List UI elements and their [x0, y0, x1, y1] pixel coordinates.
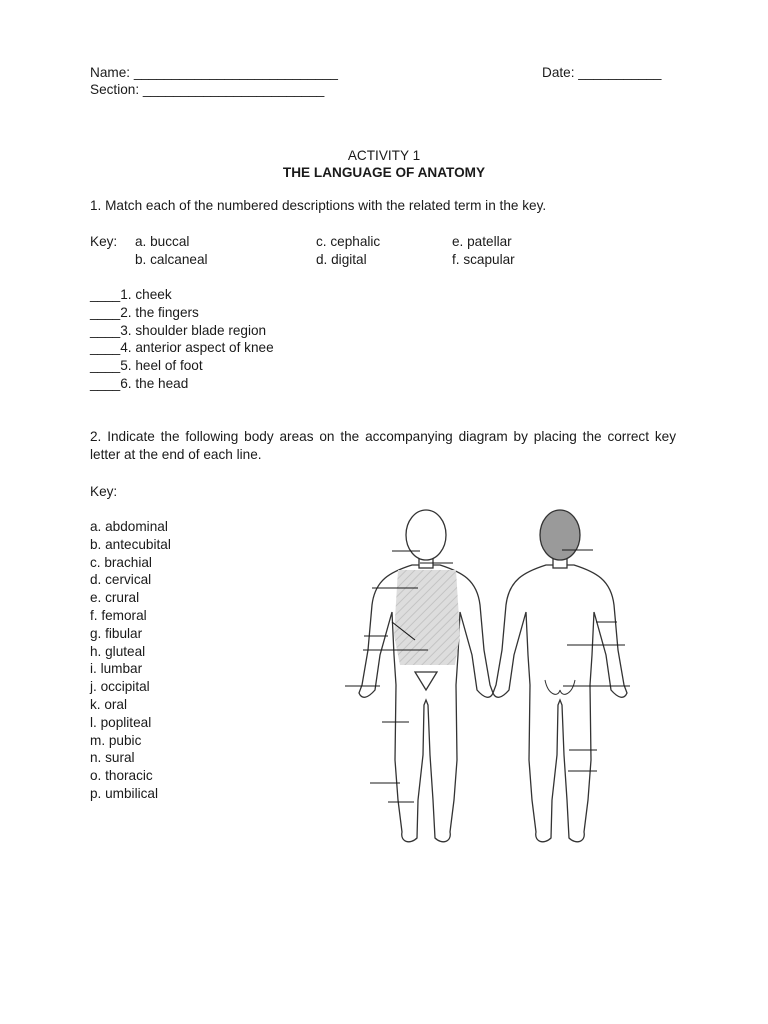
list-item[interactable]: ____3. shoulder blade region	[90, 322, 267, 338]
anterior-figure	[359, 510, 493, 842]
key-term: d. digital	[316, 252, 367, 267]
section-field[interactable]: Section: ________________________	[90, 82, 325, 97]
list-item[interactable]: ____6. the head	[90, 375, 189, 391]
list-item: k. oral	[90, 696, 128, 712]
key-term: e. patellar	[452, 234, 512, 249]
list-item[interactable]: ____2. the fingers	[90, 304, 199, 320]
list-item: j. occipital	[90, 679, 150, 695]
torso-shading	[394, 570, 460, 665]
list-item: h. gluteal	[90, 643, 146, 659]
key-term: b. calcaneal	[135, 252, 208, 267]
list-item: g. fibular	[90, 625, 143, 641]
key-term: c. cephalic	[316, 234, 381, 249]
activity-number: ACTIVITY 1	[347, 148, 421, 163]
list-item: p. umbilical	[90, 785, 158, 801]
list-item: c. brachial	[90, 554, 152, 570]
question-1-prompt: 1. Match each of the numbered descriptions with the related term in the key.	[90, 198, 547, 213]
list-item[interactable]: ____5. heel of foot	[90, 358, 203, 374]
list-item: d. cervical	[90, 572, 152, 588]
list-item: n. sural	[90, 750, 135, 766]
list-item: l. popliteal	[90, 714, 152, 730]
list-item: o. thoracic	[90, 768, 153, 784]
list-item: f. femoral	[90, 607, 147, 623]
head-shading	[540, 510, 580, 560]
question-2-prompt: 2. Indicate the following body areas on the accompanying diagram by placing the correct key letter at the end of each line.	[90, 429, 676, 462]
list-item[interactable]: ____4. anterior aspect of knee	[90, 340, 274, 356]
key-term: f. scapular	[452, 252, 515, 267]
posterior-figure	[493, 510, 627, 842]
list-item: m. pubic	[90, 732, 142, 748]
activity-title: THE LANGUAGE OF ANATOMY	[282, 165, 486, 180]
list-item: b. antecubital	[90, 536, 171, 552]
q2-key-label: Key:	[90, 484, 118, 499]
list-item[interactable]: ____1. cheek	[90, 287, 172, 302]
name-field[interactable]: Name: ___________________________	[90, 65, 338, 80]
key-term: a. buccal	[135, 234, 190, 249]
list-item: i. lumbar	[90, 661, 143, 677]
list-item: e. crural	[90, 590, 140, 606]
q1-key-label: Key:	[90, 234, 118, 249]
date-field[interactable]: Date: ___________	[542, 65, 662, 80]
list-item: a. abdominal	[90, 519, 168, 534]
